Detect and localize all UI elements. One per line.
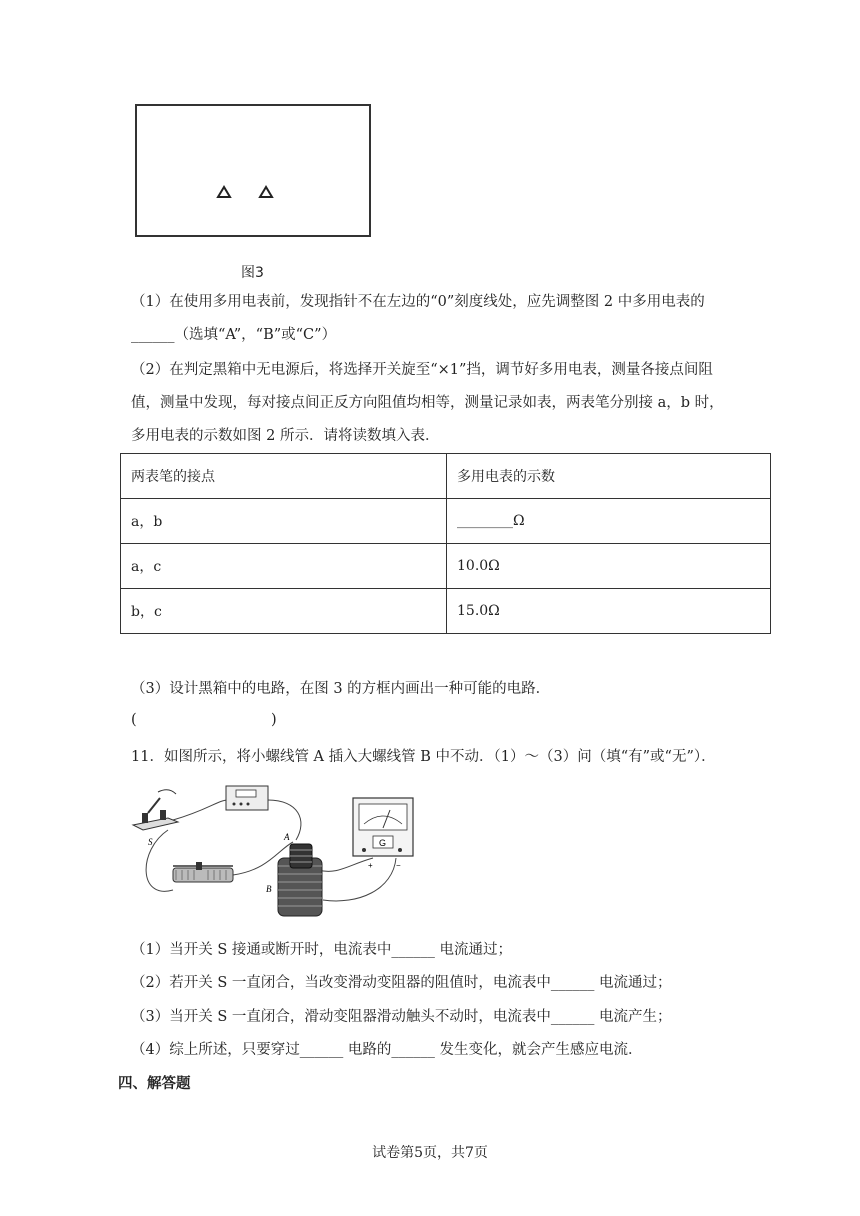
minus-terminal-label: − xyxy=(396,861,401,870)
rheostat-icon xyxy=(173,862,233,882)
page-footer: 试卷第5页，共7页 xyxy=(372,1145,488,1161)
q10-part1-line1: （1）在使用多用电表前，发现指针不在左边的“0”刻度线处，应先调整图 2 中多用电表的 xyxy=(131,294,705,310)
table-header-cell: 多用电表的示数 xyxy=(447,454,771,499)
q11-part2: （2）若开关 S 一直闭合，当改变滑动变阻器的阻值时，电流表中______ 电流通过； xyxy=(131,975,672,991)
coil-a-label: A xyxy=(284,832,290,842)
table-cell: a，c xyxy=(121,544,447,589)
answer-paren-open: ( xyxy=(131,712,137,728)
q11-stem: 11．如图所示，将小螺线管 A 插入大螺线管 B 中不动．（1）～（3）问（填“有”或“无”）． xyxy=(131,749,716,765)
wire xyxy=(318,858,373,871)
q10-part1-options: （选填“A”，“B”或“C”） xyxy=(174,327,337,343)
plus-terminal-label: + xyxy=(368,861,373,870)
q10-part1-line2 xyxy=(131,325,336,345)
switch-label: S xyxy=(148,837,153,847)
terminal-triangle-left xyxy=(218,187,230,197)
section-heading: 四、解答题 xyxy=(118,1075,191,1092)
q11-part1: （1）当开关 S 接通或断开时，电流表中______ 电流通过； xyxy=(131,942,512,958)
table-row xyxy=(121,544,771,589)
answer-blank[interactable]: ______ xyxy=(131,327,175,343)
coil-b-label: B xyxy=(266,884,272,894)
q10-part3-line1: （3）设计黑箱中的电路，在图 3 的方框内画出一种可能的电路． xyxy=(131,681,551,697)
table-header-row xyxy=(121,454,771,499)
galvanometer-label: G xyxy=(379,838,387,848)
q10-part2-line2: 值，测量中发现，每对接点间正反方向阻值均相等，测量记录如表，两表笔分别接 a，b 时， xyxy=(131,395,724,411)
terminal-triangle-right xyxy=(260,187,272,197)
power-supply-icon xyxy=(226,786,268,810)
wire xyxy=(173,800,228,820)
figure3-caption: 图3 xyxy=(241,265,264,281)
table-cell: 15.0Ω xyxy=(447,589,771,634)
q11-part4: （4）综上所述，只要穿过______ 电路的______ 发生变化，就会产生感应电流． xyxy=(131,1042,643,1058)
table-cell: b，c xyxy=(121,589,447,634)
terminal-markers xyxy=(137,106,369,235)
measurement-table xyxy=(120,453,771,634)
switch-icon xyxy=(133,790,178,830)
answer-paren-close: ) xyxy=(271,712,277,728)
answer-blank-cell[interactable]: ________Ω xyxy=(447,499,771,544)
wire xyxy=(323,858,396,901)
table-row xyxy=(121,499,771,544)
table-header-cell: 两表笔的接点 xyxy=(121,454,447,499)
coil-a-icon xyxy=(290,844,312,868)
q11-part3: （3）当开关 S 一直闭合，滑动变阻器滑动触头不动时，电流表中______ 电流产生； xyxy=(131,1009,672,1025)
induction-circuit-diagram xyxy=(128,780,418,920)
table-row xyxy=(121,589,771,634)
table-cell: a，b xyxy=(121,499,447,544)
q10-part2-line1: （2）在判定黑箱中无电源后，将选择开关旋至“×1”挡，调节好多用电表，测量各接点间阻 xyxy=(131,362,713,378)
table-cell: 10.0Ω xyxy=(447,544,771,589)
figure3-box xyxy=(135,104,371,237)
q10-part2-line3: 多用电表的示数如图 2 所示．请将读数填入表． xyxy=(131,428,440,444)
